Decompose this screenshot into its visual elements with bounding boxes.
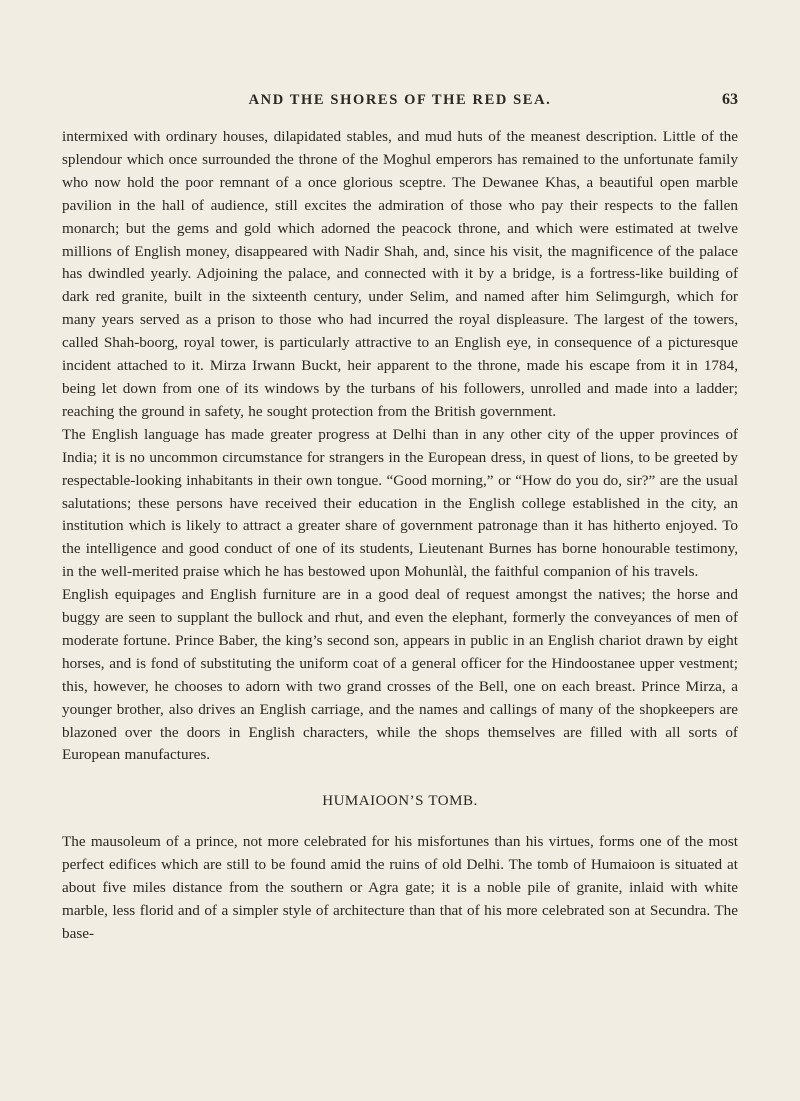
page-number: 63: [722, 91, 738, 108]
body-text: [62, 126, 738, 946]
paragraph-humaioon-tomb: The mausoleum of a prince, not more celebrated for his misfortunes than his virtues, forms one of the most perfect edifices which are still to be found amid the ruins of old Delhi. The tomb of Humaioon is situated at about five miles distance from the southern or Agra gate; it is a noble pile of granite, inlaid with white marble, less florid and of a simpler style of architecture than that of his more celebrated son at Secundra. The base-: [62, 833, 738, 942]
running-header: [62, 92, 738, 112]
paragraph-english-language: The English language has made greater progress at Delhi than in any other city of the upper provinces of India; it is no uncommon circumstance for strangers in the European dress, in quest of lions, to be greeted by respectable-looking inhabitants in their own tongue. “Good morning,” or “How do you do, sir?” are the usual salutations; these persons have received their education in the English college established in the city, an institution which is likely to attract a greater share of government patronage than it has hitherto enjoyed. To the intelligence and good conduct of one of its students, Lieutenant Burnes has borne honourable testimony, in the well-merited praise which he has bestowed upon Mohunlàl, the faithful companion of his travels.: [62, 425, 738, 581]
paragraph-english-equipages: English equipages and English furniture are in a good deal of request amongst the natives; the horse and buggy are seen to supplant the bullock and rhut, and even the elephant, formerly the conveyances of men of moderate fortune. Prince Baber, the king’s second son, appears in public in an English chariot drawn by eight horses, and is fond of substituting the uniform coat of a general officer for the Hindoostanee upper vestment; this, however, he chooses to adorn with two grand crosses of the Bell, one on each breast. Prince Mirza, a younger brother, also drives an English carriage, and the names and callings of many of the shopkeepers are blazoned over the doors in English characters, while the shops themselves are filled with all sorts of European manufactures.: [62, 586, 738, 764]
running-title: AND THE SHORES OF THE RED SEA.: [248, 92, 552, 108]
paragraph-palace: intermixed with ordinary houses, dilapidated stables, and mud huts of the meanest description. Little of the splendour which once surrounded the throne of the Moghul emperors has remained to the unfortunate family who now hold the poor remnant of a once glorious sceptre. The Dewanee Khas, a beautiful open marble pavilion in the hall of audience, still excites the admiration of those who pay their respects to the fallen monarch; but the gems and gold which adorned the peacock throne, and which were estimated at twelve millions of English money, disappeared with Nadir Shah, and, since his visit, the magnificence of the palace has dwindled yearly. Adjoining the palace, and connected with it by a bridge, is a fortress-like building of dark red granite, built in the sixteenth century, under Selim, and named after him Selimgurgh, which for many years served as a prison to those who had incurred the royal displeasure. The largest of the towers, called Shah-boorg, royal tower, is particularly attractive to an English eye, in consequence of a picturesque incident attached to it. Mirza Irwann Buckt, heir apparent to the throne, made his escape from it in 1784, being let down from one of its windows by the turbans of his followers, unrolled and made into a ladder; reaching the ground in safety, he sought protection from the British government.: [62, 128, 738, 420]
section-heading: HUMAIOON’S TOMB.: [322, 793, 478, 810]
